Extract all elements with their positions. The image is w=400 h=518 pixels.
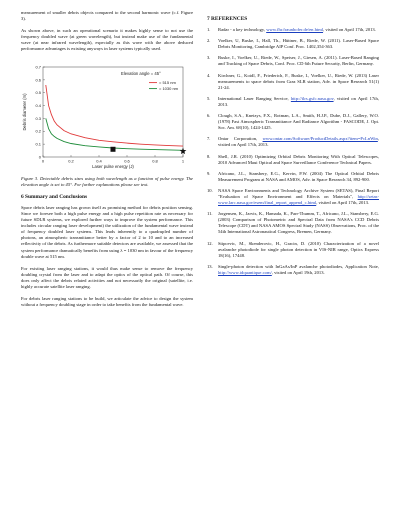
reference-item: [207, 188, 379, 206]
reference-item: [207, 154, 379, 166]
reference-body: Radar - a key technology,: [218, 27, 267, 33]
reference-text: [218, 171, 379, 183]
reference-number: 7.: [207, 136, 211, 142]
reference-item: [207, 211, 379, 235]
legend-label: = 515 nm: [159, 79, 176, 85]
reference-body: Buske, I., Voelker, U., Riede, W., Speiser, J., Giesen, A. (2011). Laser-Based Ranging and Tracking of Space Debris, Conf. Proc. CD 6th Future Security, Berlin, Germany.: [218, 55, 379, 67]
reference-item: [207, 55, 379, 67]
x-axis-label: Laser pulse energy (J): [92, 163, 134, 169]
y-axis-label: Debris diameter (m): [22, 93, 27, 131]
reference-body: Shell, J.R. (2010) Optimizing Orbital Debris Monitoring With Optical Telescopes, 2010 Advanced Maui Optical and Space Surveillance Conference Technical Papers.: [218, 153, 379, 165]
x-tick-label: 0: [41, 158, 45, 164]
reference-text: [218, 241, 379, 259]
y-tick-label: 0.3: [35, 115, 41, 121]
reference-link[interactable]: www.fhr.fraunhofer.de/en.html: [266, 27, 324, 33]
y-tick-label: 0.5: [35, 89, 41, 95]
x-tick-label: 0.4: [96, 158, 102, 164]
y-tick-label: 0.7: [35, 63, 41, 69]
reference-item: [207, 73, 379, 91]
reference-item: [207, 27, 379, 33]
reference-body: Ontar Corporation,: [218, 136, 263, 142]
paragraph: For existing laser ranging stations, it would thus make sense to remove the frequency doubling crystal from the laser and to adapt the optics of the optical path. Of course, this does only affect the debris related activities and not necessarily the original (satellite, i.e. highly accurate satellite laser ranging.: [21, 265, 193, 289]
reference-number: 3.: [207, 55, 211, 61]
reference-link[interactable]: www.ontar.com/Software/ProductDetails.aspx?item=PcLnWin: [262, 136, 378, 142]
reference-number: 5.: [207, 95, 211, 101]
x-tick-label: 0.6: [124, 158, 130, 164]
section-heading-summary: 6 Summary and Conclusions: [21, 193, 88, 200]
x-tick-label: 0.2: [68, 158, 74, 164]
reference-item: [207, 38, 379, 50]
reference-body: NASA Space Environments and Technology Archive System (SETAS), Final Report "Evaluation of Space Environment and Effects on Materials",: [218, 187, 379, 199]
reference-item: [207, 264, 379, 276]
square-marker: [111, 146, 116, 151]
reference-text: [218, 55, 379, 67]
reference-number: 8.: [207, 153, 211, 159]
chart-svg: [21, 59, 193, 173]
reference-number: 4.: [207, 72, 211, 78]
figure-caption: Figure 3. Detectable debris sizes using both wavelength as a function of pulse energy. The elevation angle is set to 45°. For further explanations please see text.: [21, 175, 193, 187]
y-tick-label: 0.4: [35, 102, 41, 108]
left-column: [21, 10, 193, 314]
chart-annotation: Elevation angle = 45°: [121, 70, 161, 76]
x-tick-label: 0.8: [152, 158, 158, 164]
y-tick-label: 0: [38, 153, 41, 159]
legend-label: = 1030 nm: [159, 85, 179, 91]
reference-text: [218, 211, 379, 235]
reference-body: Jorgensen, K., Jarvis, K., Hamada, K., Parr-Thumm, T., Africano, J.L., Stansbery, E.G. (2003) Comparison of Photometric and Spectral Data from NASA's CCD Debris Telescope (CDT) and NASA AMOS Spectral Study (NASS) Observations, Proc. of the 54th International Astronautical Congress, Bremen, Germany.: [218, 211, 379, 235]
reference-text: [218, 96, 379, 108]
reference-number: 1.: [207, 27, 211, 33]
reference-visited: , visited on April 17th, 2013.: [218, 136, 379, 148]
reference-body: Voelker, U, Buske, I., Hall, Th., Hüttner, B., Riede, W. (2011). Laser-Based Space Debris Monitoring, Cambridge AIP Conf. Proc. 1402,354-363.: [218, 38, 379, 50]
right-column: [207, 10, 379, 281]
reference-number: 2.: [207, 38, 211, 44]
reference-item: [207, 171, 379, 183]
reference-number: 10.: [207, 187, 213, 193]
reference-link[interactable]: http://setas-www.larc.nasa.gov/esem/final_report_append_c.html: [218, 193, 379, 206]
reference-number: 13.: [207, 263, 213, 269]
reference-item: [207, 241, 379, 259]
reference-link[interactable]: http://www.idquantique.com/: [218, 269, 272, 275]
reference-text: [218, 27, 379, 33]
reference-body: International Laser Ranging Service,: [218, 95, 291, 101]
reference-body: Stipcevic, M., Skenderovic, H., Gracin, D. (2010) Characterization of a novel avalanche photodiode for single photon detection in VIS-NIR range, Optics Express 18(16), 17448.: [218, 240, 379, 258]
paragraph: Space debris laser ranging has grown itself as promising method for debris position sensing. Since we foresee both a high pulse energy and a high pulse repetition rate as necessary for future SDLR systems, we explored further ways to improve the system performance. This includes circular ranging laser development) the utilization of the fundamental wave instead of frequency doubled laser systems. This leads inherently to a quadrupled number of photons, an atmospheric transmittance better by a factor of 2 to 10 and to an increased reflectivity of the debris. As furthermore suitable detectors are available, we assessed that the system performance dramatically benefits from using λ = 1030 nm in favour of the frequency double wave at 515 nm.: [21, 204, 193, 259]
y-tick-label: 0.6: [35, 76, 41, 82]
reference-visited: , visited on April 19th, 2013.: [271, 269, 325, 275]
reference-number: 12.: [207, 240, 213, 246]
reference-number: 6.: [207, 113, 211, 119]
reference-number: 9.: [207, 170, 211, 176]
reference-body: Single-photon detection with InGaAs/InP avalanche photodiodes, Application Note,: [218, 263, 379, 269]
reference-body: Africano, J.L., Stansbery, E.G., Kervin, P.W. (2004) The Optical Orbital Debris Measurement Program at NASA and AMOS, Adv. in Space Research 34, 892-900.: [218, 170, 379, 182]
reference-item: [207, 136, 379, 148]
reference-body: Kirchner, G., Koidl, F., Friederich, F., Buske, I., Voelker, U., Riede, W. (2013) Laser measurements to space debris from Graz SLR station, Adv. in Space Research 51(1) 21-24.: [218, 72, 379, 90]
x-tick-label: 1: [181, 158, 185, 164]
reference-text: [218, 136, 379, 148]
reference-visited: , visited on April 17th, 2013.: [218, 95, 379, 107]
reference-list: [207, 27, 379, 276]
y-tick-label: 0.1: [35, 141, 41, 147]
figure-3-chart: [21, 59, 193, 173]
section-heading-references: 7 REFERENCES: [207, 16, 248, 22]
paragraph: For debris laser ranging stations to be build, we articulate the advice to design the system without a frequency doubling stage in order to take benefits from the fundamental wave.: [21, 296, 193, 308]
paragraph: measurement of smaller debris objects compared to the second harmonic wave (c.f. Figure 3).: [21, 10, 193, 22]
reference-body: Clough, S.A., Kneizys, F.X., Rotman, L.A., Smith, H.J.P., Dube, D.J., Gallery, W.O. (1978) Fast Atmospheric Transmittance And Radiance Algorithm - FASCODE, J. Opt. Soc. Am. 68(10), 1424-1425.: [218, 113, 379, 131]
reference-number: 11.: [207, 211, 213, 217]
reference-text: [218, 188, 379, 206]
reference-visited: , visited on April 17th, 2013.: [323, 27, 376, 33]
reference-visited: , visited on April 17th, 2013.: [316, 200, 370, 206]
series-line: [46, 85, 183, 146]
reference-item: [207, 113, 379, 131]
reference-text: [218, 113, 379, 131]
paragraph: As shown above, in such an operational scenario it makes highly sense to not use the frequency doubled wave (at green wavelength), but instead make use of the fundamental wave (at near infrared wavelength), especially as this wave with the above deduced performance advantages is existing anyways in laser systems typically used.: [21, 28, 193, 52]
y-tick-label: 0.2: [35, 128, 41, 134]
reference-text: [218, 154, 379, 166]
reference-text: [218, 73, 379, 91]
reference-text: [218, 264, 379, 276]
reference-link[interactable]: http://ilrs.gsfc.nasa.gov: [290, 95, 334, 101]
reference-item: [207, 96, 379, 108]
reference-text: [218, 38, 379, 50]
